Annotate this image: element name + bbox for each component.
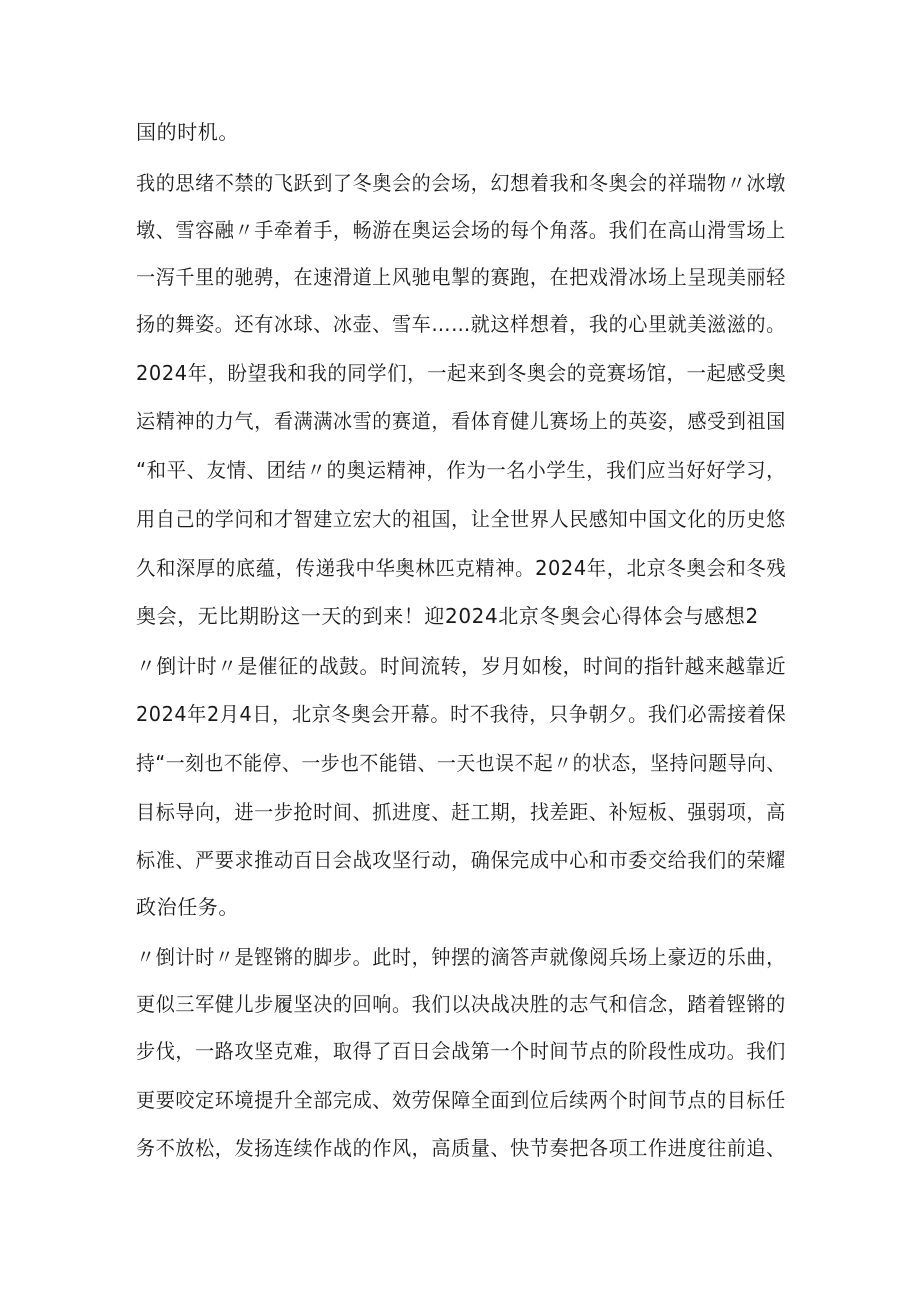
text-line: 墩、雪容融〃手牵着手，畅游在奥运会场的每个角落。我们在高山滑雪场上 [136, 218, 786, 242]
text-line: 用自己的学问和才智建立宏大的祖国，让全世界人民感知中国文化的历史悠 [136, 507, 786, 531]
text-line: 奥会，无比期盼这一天的到来！迎2024北京冬奥会心得体会与感想2 [136, 604, 759, 628]
text-line: 标准、严要求推动百日会战攻坚行动，确保完成中心和市委交给我们的荣耀 [136, 848, 786, 872]
text-line: 步伐，一路攻坚克难，取得了百日会战第一个时间节点的阶段性成功。我们 [136, 1039, 786, 1063]
text-line: 务不放松，发扬连续作战的作风，高质量、快节奏把各项工作进度往前追、 [136, 1136, 786, 1160]
text-line: 久和深厚的底蕴，传递我中华奥林匹克精神。2024年，北京冬奥会和冬残 [136, 556, 787, 580]
text-line: “和平、友情、团结〃的奥运精神，作为一名小学生，我们应当好好学习， [136, 458, 787, 482]
text-line: 2024年2月4日，北京冬奥会开幕。时不我待，只争朝夕。我们必需接着保 [136, 702, 787, 726]
text-line: 〃倒计时〃是铿锵的脚步。此时，钟摆的滴答声就像阅兵场上豪迈的乐曲， [136, 945, 786, 969]
text-line: 一泻千里的驰骋，在速滑道上风驰电掣的赛跑，在把戏滑冰场上呈现美丽轻 [136, 265, 786, 289]
text-line: 〃倒计时〃是催征的战鼓。时间流转，岁月如梭，时间的指针越来越靠近 [136, 654, 787, 678]
text-line: 运精神的力气，看满满冰雪的赛道，看体育健儿赛场上的英姿，感受到祖国 [136, 409, 786, 433]
text-line: 目标导向，进一步抢时间、抓进度、赶工期，找差距、补短板、强弱项，高 [136, 800, 786, 824]
text-line: 更似三军健儿步履坚决的回响。我们以决战决胜的志气和信念，踏着铿锵的 [136, 992, 786, 1016]
text-line: 国的时机。 [136, 120, 239, 144]
text-line: 更要咬定环境提升全部完成、效劳保障全面到位后续两个时间节点的目标任 [136, 1088, 786, 1112]
text-line: 扬的舞姿。还有冰球、冰壶、雪车……就这样想着，我的心里就美滋滋的。 [136, 312, 786, 336]
text-line: 政治任务。 [136, 895, 239, 919]
text-line: 我的思绪不禁的飞跃到了冬奥会的会场，幻想着我和冬奥会的祥瑞物〃冰墩 [136, 171, 786, 195]
text-line: 持“一刻也不能停、一步也不能错、一天也误不起〃的状态，坚持问题导向、 [136, 751, 786, 775]
text-line: 2024年，盼望我和我的同学们，一起来到冬奥会的竞赛场馆，一起感受奥 [136, 361, 787, 385]
